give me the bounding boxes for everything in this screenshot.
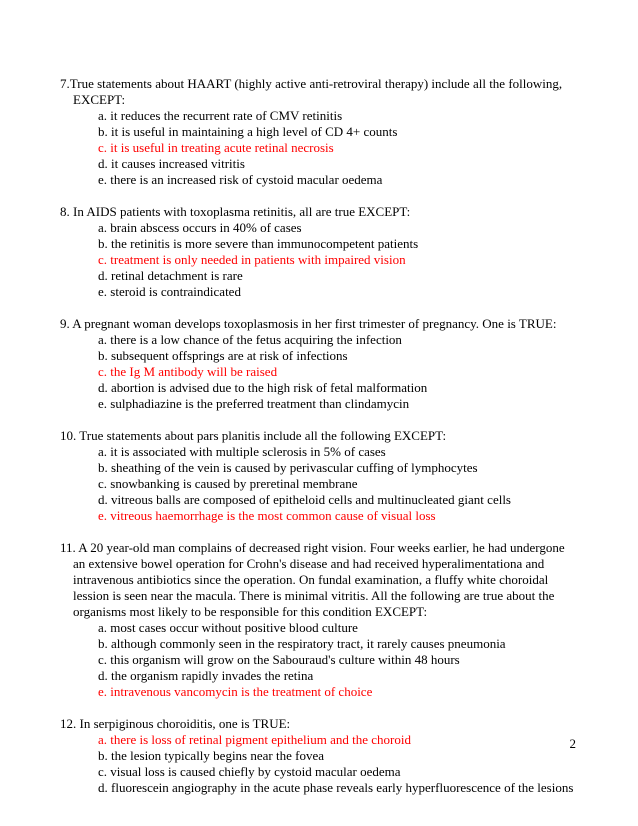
question-10: [60, 428, 620, 524]
question-stem: 9. A pregnant woman develops toxoplasmosis in her first trimester of pregnancy. One is TRUE:: [60, 316, 557, 331]
answer-option: d. fluorescein angiography in the acute phase reveals early hyperfluorescence of the lesions: [98, 780, 574, 795]
answer-option: a. it is associated with multiple sclerosis in 5% of cases: [98, 444, 386, 459]
answer-option: b. subsequent offsprings are at risk of infections: [98, 348, 348, 363]
answer-option: b. sheathing of the vein is caused by perivascular cuffing of lymphocytes: [98, 460, 478, 475]
question-7: [60, 76, 620, 188]
answer-option-highlighted: c. the Ig M antibody will be raised: [98, 364, 278, 379]
answer-option-highlighted: e. vitreous haemorrhage is the most common cause of visual loss: [98, 508, 436, 523]
question-9: [60, 316, 620, 412]
answer-option: d. vitreous balls are composed of epitheloid cells and multinucleated giant cells: [98, 492, 511, 507]
question-12: [60, 716, 620, 796]
answer-option-highlighted: e. intravenous vancomycin is the treatment of choice: [98, 684, 373, 699]
answer-option: d. it causes increased vitritis: [98, 156, 245, 171]
answer-option: a. brain abscess occurs in 40% of cases: [98, 220, 302, 235]
answer-option: c. visual loss is caused chiefly by cystoid macular oedema: [98, 764, 401, 779]
question-stem: 7.True statements about HAART (highly active anti-retroviral therapy) include all the following, EXCEPT:: [60, 76, 563, 107]
question-stem: 11. A 20 year-old man complains of decreased right vision. Four weeks earlier, he had undergone an extensive bowel operation for Crohn's disease and had received hyperalimentationa and intravenous antibiotics since the operation. On fundal examination, a fluffy white choroidal lession is seen near the macula. There is minimal vitritis. All the following are true about the organisms most likely to be responsible for this condition EXCEPT:: [60, 540, 565, 619]
answer-option: a. it reduces the recurrent rate of CMV retinitis: [98, 108, 343, 123]
answer-option-highlighted: a. there is loss of retinal pigment epithelium and the choroid: [98, 732, 412, 747]
question-list: [60, 76, 620, 812]
answer-option: d. the organism rapidly invades the retina: [98, 668, 314, 683]
answer-option: e. there is an increased risk of cystoid macular oedema: [98, 172, 383, 187]
answer-option: b. the retinitis is more severe than immunocompetent patients: [98, 236, 419, 251]
answer-option: b. the lesion typically begins near the fovea: [98, 748, 324, 763]
answer-option: e. sulphadiazine is the preferred treatment than clindamycin: [98, 396, 410, 411]
answer-option: b. it is useful in maintaining a high level of CD 4+ counts: [98, 124, 398, 139]
question-11: [60, 540, 620, 700]
answer-option: a. there is a low chance of the fetus acquiring the infection: [98, 332, 402, 347]
answer-option: c. snowbanking is caused by preretinal membrane: [98, 476, 358, 491]
answer-option: a. most cases occur without positive blood culture: [98, 620, 358, 635]
question-stem: 12. In serpiginous choroiditis, one is TRUE:: [60, 716, 291, 731]
answer-option-highlighted: c. it is useful in treating acute retinal necrosis: [98, 140, 334, 155]
question-stem: 8. In AIDS patients with toxoplasma retinitis, all are true EXCEPT:: [60, 204, 411, 219]
page-number: 2: [569, 736, 576, 751]
answer-option-highlighted: c. treatment is only needed in patients with impaired vision: [98, 252, 406, 267]
answer-option: d. retinal detachment is rare: [98, 268, 243, 283]
question-8: [60, 204, 620, 300]
question-stem: 10. True statements about pars planitis include all the following EXCEPT:: [60, 428, 447, 443]
answer-option: d. abortion is advised due to the high risk of fetal malformation: [98, 380, 428, 395]
answer-option: e. steroid is contraindicated: [98, 284, 241, 299]
answer-option: b. although commonly seen in the respiratory tract, it rarely causes pneumonia: [98, 636, 506, 651]
answer-option: c. this organism will grow on the Sabouraud's culture within 48 hours: [98, 652, 460, 667]
